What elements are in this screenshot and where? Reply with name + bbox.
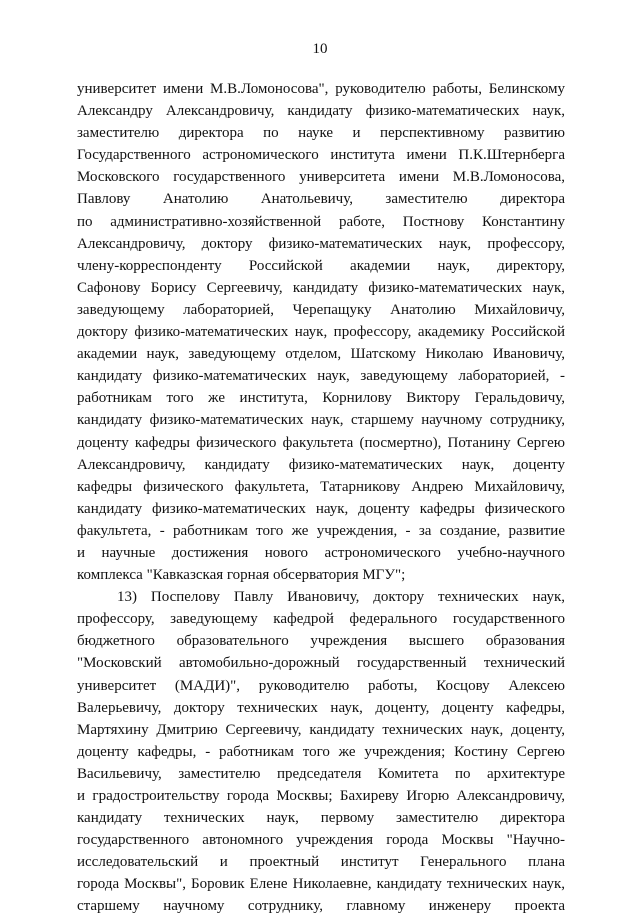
- text-line: старшему научному сотруднику, главному инженеру проекта: [77, 898, 565, 915]
- text-line: Александровичу, доктору физико-математических наук, профессору,: [77, 235, 565, 252]
- text-line: Александру Александровичу, кандидату физико-математических наук,: [77, 103, 565, 120]
- text-line: кандидату физико-математических наук, старшему научному сотруднику,: [77, 412, 565, 429]
- text-line: Сафонову Борису Сергеевичу, кандидату физико-математических наук,: [77, 279, 565, 296]
- text-line: доктору физико-математических наук, профессору, академику Российской: [77, 324, 565, 341]
- text-line: и градостроительству города Москвы; Бахиреву Игорю Александровичу,: [77, 788, 565, 804]
- text-line: Мартяхину Дмитрию Сергеевичу, кандидату технических наук, доценту,: [77, 721, 565, 738]
- text-line: доценту кафедры физического факультета (посмертно), Потанину Сергею: [77, 434, 565, 451]
- text-line: работникам того же института, Корнилову Виктору Геральдовичу,: [77, 390, 565, 407]
- text-line: факультета, - работникам того же учреждения, - за создание, развитие: [77, 522, 565, 539]
- text-line: по административно-хозяйственной работе, Постнову Константину: [77, 213, 565, 230]
- text-line: доценту кафедры, - работникам того же учреждения; Костину Сергею: [77, 743, 565, 760]
- text-line: города Москвы", Боровик Елене Николаевне, кандидату технических наук,: [77, 876, 565, 893]
- text-line: кандидату физико-математических наук, доценту кафедры физического: [77, 500, 565, 517]
- text-line: заведующему лабораторией, Черепащуку Анатолию Михайловичу,: [77, 301, 565, 318]
- text-line: заместителю директора по науке и перспективному развитию: [77, 125, 565, 142]
- text-line: Васильевичу, заместителю председателя Комитета по архитектуре: [77, 765, 565, 782]
- text-line: Валерьевичу, доктору технических наук, доценту, доценту кафедры,: [77, 699, 565, 716]
- text-line: бюджетного образовательного учреждения высшего образования: [77, 633, 565, 650]
- text-line: университет (МАДИ)", руководителю работы, Косцову Алексею: [77, 677, 565, 694]
- text-line: кандидату технических наук, первому заместителю директора: [77, 810, 565, 827]
- text-line: "Московский автомобильно-дорожный государственный технический: [77, 655, 565, 672]
- paragraph-13-first-line: 13) Поспелову Павлу Ивановичу, доктору технических наук,: [117, 589, 565, 606]
- text-line: кандидату физико-математических наук, заведующему лабораторией, -: [77, 368, 565, 385]
- text-line: университет имени М.В.Ломоносова", руководителю работы, Белинскому: [77, 81, 565, 97]
- page-number: 10: [312, 41, 328, 57]
- text-line: кафедры физического факультета, Татарникову Андрею Михайловичу,: [77, 478, 565, 495]
- text-line: академии наук, заведующему отделом, Шатскому Николаю Ивановичу,: [77, 346, 565, 363]
- text-line: профессору, заведующему кафедрой федерального государственного: [77, 611, 565, 628]
- text-line: Московского государственного университета имени М.В.Ломоносова,: [77, 169, 565, 186]
- text-line: государственного автономного учреждения города Москвы "Научно-: [77, 832, 565, 849]
- text-line: Павлову Анатолию Анатольевичу, заместителю директора: [77, 191, 565, 208]
- text-line: исследовательский и проектный институт Генерального плана: [77, 854, 565, 871]
- document-body: [77, 78, 565, 918]
- text-line: Государственного астрономического института имени П.К.Штернберга: [77, 147, 565, 164]
- paragraph-end-line: комплекса "Кавказская горная обсерватория МГУ";: [77, 567, 406, 584]
- text-line: и научные достижения нового астрономического учебно-научного: [77, 544, 565, 561]
- text-line: Александровичу, кандидату физико-математических наук, доценту: [77, 456, 565, 473]
- text-line: члену-корреспонденту Российской академии наук, директору,: [77, 257, 565, 274]
